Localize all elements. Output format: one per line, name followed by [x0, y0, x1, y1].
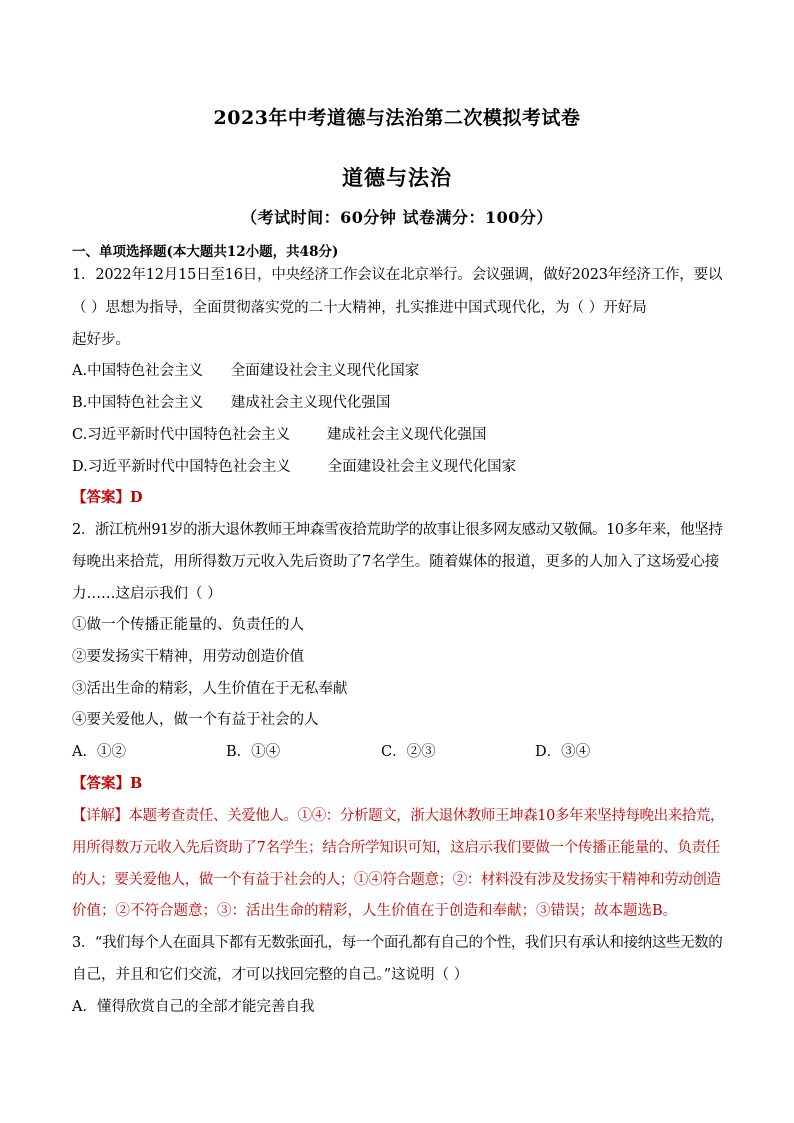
subject-title: 道德与法治 — [342, 165, 452, 190]
q3-line-1: 3．“我们每个人在面具下都有无数张面孔，每一个面孔都有自己的个性，我们只有承认和接纳这些无数的 — [72, 935, 723, 951]
q1-line-1: 1．2022年12月15日至16日，中央经济工作会议在北京举行。会议强调，做好2023年经济工作，要以 — [72, 267, 723, 283]
q2-item-1: ①做一个传播正能量的、负责任的人 — [72, 617, 304, 633]
q3-line-2: 自己，并且和它们交流，才可以找回完整的自己。”这说明（ ） — [72, 967, 469, 983]
q1-answer: 【答案】D — [72, 489, 143, 506]
q1-option-a: A.中国特色社会主义 全面建设社会主义现代化国家 — [72, 363, 420, 379]
q1-option-b: B.中国特色社会主义 建成社会主义现代化强国 — [72, 395, 391, 411]
q2-item-3: ③活出生命的精彩，人生价值在于无私奉献 — [72, 681, 348, 697]
q2-option-d: D．③④ — [535, 744, 591, 760]
exam-title: 2023年中考道德与法治第二次模拟考试卷 — [213, 107, 581, 129]
q2-option-c: C．②③ — [381, 744, 436, 760]
q1-line-3: 起好步。 — [72, 332, 130, 348]
q2-option-b: B．①④ — [226, 744, 281, 760]
q2-detail-3: 的人；要关爱他人，做一个有益于社会的人；①④符合题意；②：材料没有涉及发扬实干精神和劳动创造 — [72, 872, 721, 888]
q2-line-2: 每晚出来拾荒，用所得数万元收入先后资助了7名学生。随着媒体的报道，更多的人加入了这场爱心接 — [72, 554, 720, 570]
q2-answer: 【答案】B — [72, 775, 143, 792]
exam-info: （考试时间：60分钟 试卷满分：100分） — [241, 208, 553, 227]
q2-detail-2: 用所得数万元收入先后资助了7名学生；结合所学知识可知，这启示我们要做一个传播正能量的、负责任 — [72, 840, 720, 856]
q1-option-d: D.习近平新时代中国特色社会主义 全面建设社会主义现代化国家 — [72, 459, 517, 475]
q2-line-1: 2．浙江杭州91岁的浙大退休教师王坤森雪夜拾荒助学的故事让很多网友感动又敬佩。10多年来，他坚持 — [72, 522, 723, 538]
q1-line-2: （ ）思想为指导，全面贯彻落实党的二十大精神，扎实推进中国式现代化，为（ ）开好局 — [72, 300, 647, 316]
q2-item-2: ②要发扬实干精神，用劳动创造价值 — [72, 649, 304, 665]
q3-option-a: A．懂得欣赏自己的全部才能完善自我 — [72, 999, 315, 1015]
q2-option-a: A．①② — [72, 744, 126, 760]
section-heading: 一、单项选择题(本大题共12小题，共48分) — [72, 244, 339, 260]
q2-item-4: ④要关爱他人，做一个有益于社会的人 — [72, 712, 319, 728]
q2-detail-1: 【详解】本题考查责任、关爱他人。①④：分析题文，浙大退休教师王坤森10多年来坚持每晚出来拾荒， — [72, 808, 725, 824]
q1-option-c: C.习近平新时代中国特色社会主义 建成社会主义现代化强国 — [72, 427, 487, 443]
q2-line-3: 力……这启示我们（ ） — [72, 586, 222, 602]
q2-detail-4: 价值；②不符合题意；③：活出生命的精彩，人生价值在于创造和奉献；③错误；故本题选B。 — [72, 903, 678, 919]
